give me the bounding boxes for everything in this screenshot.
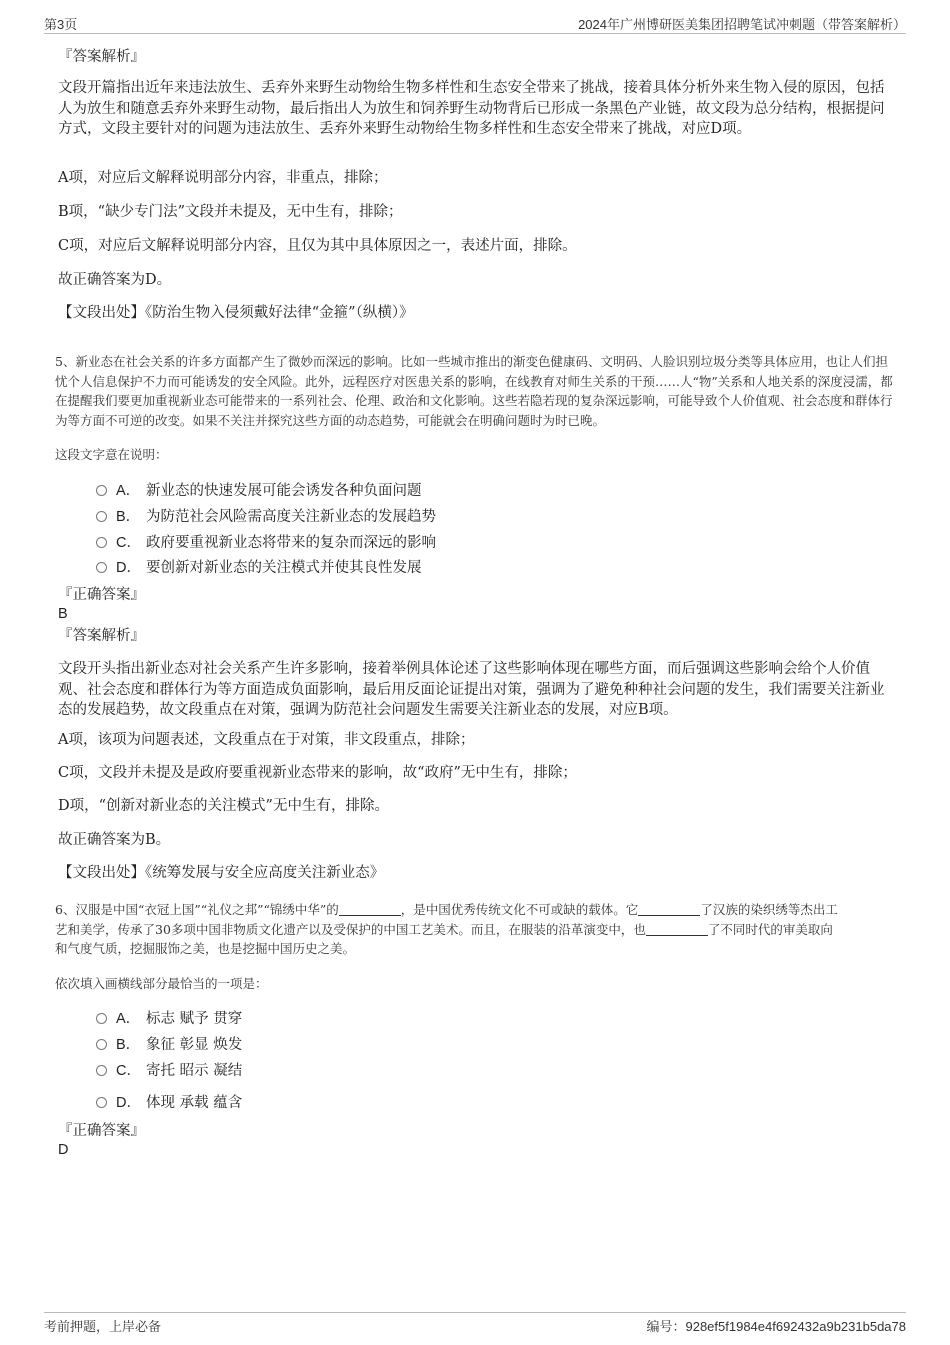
- question-5-prompt: 这段文字意在说明：: [55, 447, 168, 462]
- document-title: 2024年广州博研医美集团招聘笔试冲刺题（带答案解析）: [578, 17, 906, 32]
- document-id: 编号：928ef5f1984e4f692432a9b231b5da78: [646, 1319, 906, 1334]
- analysis-c: C项，对应后文解释说明部分内容，且仅为其中具体原因之一，表述片面，排除。: [58, 238, 577, 254]
- source: 【文段出处】《防治生物入侵须戴好法律“金箍”（纵横）》: [58, 305, 414, 321]
- footer-slogan: 考前押题，上岸必备: [44, 1319, 162, 1334]
- analysis-a: A项，对应后文解释说明部分内容，非重点，排除；: [58, 170, 388, 186]
- conclusion: 故正确答案为B。: [58, 832, 171, 848]
- q5-option-d[interactable]: D． 要创新对新业态的关注模式并使其良性发展: [96, 557, 422, 579]
- question-6-prompt: 依次填入画横线部分最恰当的一项是：: [55, 976, 268, 991]
- q6-option-a[interactable]: A． 标志 赋予 贯穿: [96, 1008, 242, 1030]
- q6-option-c[interactable]: C． 寄托 昭示 凝结: [96, 1060, 242, 1082]
- page-header: [44, 14, 906, 34]
- radio-icon[interactable]: [96, 537, 107, 548]
- radio-icon[interactable]: [96, 1039, 107, 1050]
- radio-icon[interactable]: [96, 485, 107, 496]
- conclusion: 故正确答案为D。: [58, 272, 172, 288]
- analysis-a: A项，该项为问题表述，文段重点在于对策，非文段重点，排除；: [58, 732, 475, 748]
- fill-blank: [638, 903, 700, 916]
- analysis-label: 『答案解析』: [58, 628, 145, 644]
- radio-icon[interactable]: [96, 562, 107, 573]
- radio-icon[interactable]: [96, 1013, 107, 1024]
- source: 【文段出处】《统筹发展与安全应高度关注新业态》: [58, 865, 385, 881]
- analysis-label: 『答案解析』: [58, 49, 145, 65]
- q5-option-c[interactable]: C． 政府要重视新业态将带来的复杂而深远的影响: [96, 532, 436, 554]
- answer-value: B: [58, 606, 68, 622]
- radio-icon[interactable]: [96, 1097, 107, 1108]
- analysis-b: B项，“缺少专门法”文段并未提及，无中生有，排除；: [58, 204, 403, 220]
- analysis-d: D项，“创新对新业态的关注模式”无中生有，排除。: [58, 798, 389, 814]
- page-footer: [44, 1312, 906, 1334]
- answer-label: 『正确答案』: [58, 1123, 145, 1139]
- page-number: 第3页: [44, 17, 78, 32]
- radio-icon[interactable]: [96, 1065, 107, 1076]
- question-6-text: 6、汉服是中国“衣冠上国”“礼仪之邦”“锦绣中华”的 ，是中国优秀传统文化不可或缺的载体。它 了汉族的染织绣等杰出工 艺和美学，传承了30多项中国非物质文化遗产以及受保护的中国工艺美术。而且，在服装的沿革演变中，也 了不同时代的审美取向 和气度气质，挖掘服饰之美，也是挖掘中国历史之美。: [55, 902, 838, 956]
- question-5-text: 5、新业态在社会关系的许多方面都产生了微妙而深远的影响。比如一些城市推出的渐变色健康码、文明码、人脸识别垃圾分类等具体应用，也让人们担忧个人信息保护不力而可能诱发的安全风险。此外，远程医疗对医患关系的影响，在线教育对师生关系的干预……人“物”关系和人地关系的深度浸濡，都在提醒我们要更加重视新业态可能带来的一系列社会、伦理、政治和文化影响。这些若隐若现的复杂深远影响，可能导致个人价值观、社会态度和群体行为等方面不可逆的改变。如果不关注并探究这些方面的动态趋势，可能就会在明确问题时为时已晚。: [55, 354, 893, 428]
- q6-option-b[interactable]: B． 象征 彰显 焕发: [96, 1034, 242, 1056]
- analysis-c: C项，文段并未提及是政府要重视新业态带来的影响，故“政府”无中生有，排除；: [58, 765, 577, 781]
- fill-blank: [339, 903, 401, 916]
- radio-icon[interactable]: [96, 511, 107, 522]
- fill-blank: [646, 923, 708, 936]
- analysis-text: 文段开篇指出近年来违法放生、丢弃外来野生动物给生物多样性和生态安全带来了挑战，接着具体分析外来生物入侵的原因，包括人为放生和随意丢弃外来野生动物，最后指出人为放生和饲养野生动物背后已形成一条黑色产业链，故文段为总分结构，根据提问方式，文段主要针对的问题为违法放生、丢弃外来野生动物给生物多样性和生态安全带来了挑战，对应D项。: [58, 80, 885, 137]
- q6-option-d[interactable]: D． 体现 承载 蕴含: [96, 1092, 242, 1114]
- answer-label: 『正确答案』: [58, 587, 145, 603]
- answer-value: D: [58, 1142, 69, 1158]
- analysis-text: 文段开头指出新业态对社会关系产生许多影响，接着举例具体论述了这些影响体现在哪些方面，而后强调这些影响会给个人价值观、社会态度和群体行为等方面造成负面影响，最后用反面论证提出对策，强调为了避免种种社会问题的发生，我们需要关注新业态的发展趋势，故文段重点在对策，强调为防范社会问题发生需要关注新业态的发展，对应B项。: [58, 661, 885, 718]
- q5-option-b[interactable]: B． 为防范社会风险需高度关注新业态的发展趋势: [96, 506, 436, 528]
- q5-option-a[interactable]: A． 新业态的快速发展可能会诱发各种负面问题: [96, 480, 422, 502]
